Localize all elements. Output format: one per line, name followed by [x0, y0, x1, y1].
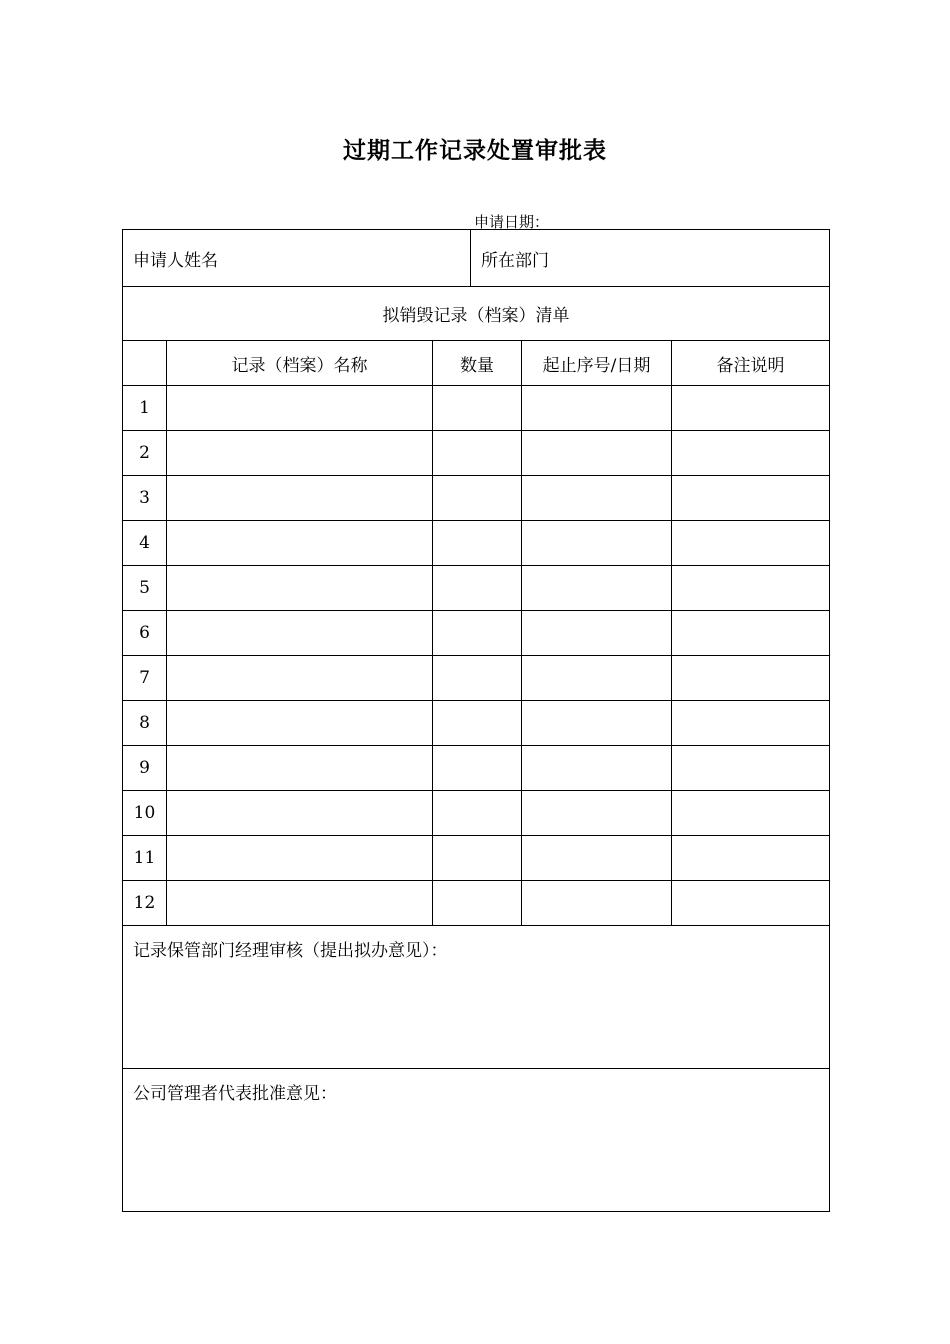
row-quantity-cell[interactable]	[433, 881, 522, 926]
department-cell[interactable]	[471, 230, 830, 287]
table-row	[123, 746, 830, 791]
row-record-name-cell[interactable]	[167, 566, 433, 611]
header-sequence-date: 起止序号/日期	[522, 341, 672, 386]
row-sequence-date-cell[interactable]	[522, 701, 672, 746]
row-sequence-date-cell[interactable]	[522, 836, 672, 881]
row-sequence-date-cell[interactable]	[522, 746, 672, 791]
row-index: 3	[123, 476, 167, 521]
row-sequence-date-cell[interactable]	[522, 656, 672, 701]
table-row	[123, 881, 830, 926]
row-quantity-cell[interactable]	[433, 611, 522, 656]
application-date-label: 申请日期：	[474, 213, 550, 231]
row-remarks-cell[interactable]	[672, 611, 830, 656]
row-record-name-cell[interactable]	[167, 746, 433, 791]
applicant-name-cell[interactable]	[123, 230, 471, 287]
table-row	[123, 701, 830, 746]
management-approval-cell[interactable]	[123, 1069, 830, 1212]
list-header-row	[123, 341, 830, 386]
management-approval-row	[123, 1069, 830, 1212]
row-sequence-date-cell[interactable]	[522, 476, 672, 521]
row-record-name-cell[interactable]	[167, 431, 433, 476]
row-record-name-cell[interactable]	[167, 476, 433, 521]
row-quantity-cell[interactable]	[433, 386, 522, 431]
row-quantity-cell[interactable]	[433, 791, 522, 836]
row-sequence-date-cell[interactable]	[522, 791, 672, 836]
table-row	[123, 611, 830, 656]
table-row	[123, 386, 830, 431]
row-index: 8	[123, 701, 167, 746]
row-index: 12	[123, 881, 167, 926]
table-row	[123, 566, 830, 611]
header-index-cell	[123, 341, 167, 386]
row-remarks-cell[interactable]	[672, 791, 830, 836]
row-quantity-cell[interactable]	[433, 836, 522, 881]
approval-form-table	[122, 229, 830, 1212]
header-remarks: 备注说明	[672, 341, 830, 386]
row-index: 5	[123, 566, 167, 611]
row-index: 2	[123, 431, 167, 476]
row-remarks-cell[interactable]	[672, 476, 830, 521]
page-title: 过期工作记录处置审批表	[343, 137, 607, 164]
row-quantity-cell[interactable]	[433, 701, 522, 746]
row-record-name-cell[interactable]	[167, 521, 433, 566]
header-quantity: 数量	[433, 341, 522, 386]
row-remarks-cell[interactable]	[672, 836, 830, 881]
row-remarks-cell[interactable]	[672, 386, 830, 431]
custodian-review-label: 记录保管部门经理审核（提出拟办意见）：	[133, 941, 448, 961]
header-name: 记录（档案）名称	[167, 341, 433, 386]
row-remarks-cell[interactable]	[672, 881, 830, 926]
table-row	[123, 656, 830, 701]
row-quantity-cell[interactable]	[433, 566, 522, 611]
list-title-row	[123, 287, 830, 341]
row-sequence-date-cell[interactable]	[522, 386, 672, 431]
table-row	[123, 791, 830, 836]
row-sequence-date-cell[interactable]	[522, 521, 672, 566]
row-sequence-date-cell[interactable]	[522, 881, 672, 926]
row-remarks-cell[interactable]	[672, 746, 830, 791]
row-quantity-cell[interactable]	[433, 431, 522, 476]
row-index: 1	[123, 386, 167, 431]
row-record-name-cell[interactable]	[167, 656, 433, 701]
row-remarks-cell[interactable]	[672, 431, 830, 476]
table-row	[123, 431, 830, 476]
row-index: 9	[123, 746, 167, 791]
applicant-row	[123, 230, 830, 287]
table-row	[123, 836, 830, 881]
row-record-name-cell[interactable]	[167, 836, 433, 881]
row-sequence-date-cell[interactable]	[522, 431, 672, 476]
row-record-name-cell[interactable]	[167, 386, 433, 431]
custodian-review-cell[interactable]	[123, 926, 830, 1069]
list-title: 拟销毁记录（档案）清单	[123, 287, 830, 341]
department-label: 所在部门	[481, 250, 549, 271]
row-remarks-cell[interactable]	[672, 656, 830, 701]
management-approval-label: 公司管理者代表批准意见：	[133, 1084, 337, 1104]
row-remarks-cell[interactable]	[672, 566, 830, 611]
custodian-review-row	[123, 926, 830, 1069]
row-index: 11	[123, 836, 167, 881]
row-index: 6	[123, 611, 167, 656]
applicant-name-label: 申请人姓名	[133, 250, 218, 271]
row-record-name-cell[interactable]	[167, 611, 433, 656]
row-record-name-cell[interactable]	[167, 791, 433, 836]
row-remarks-cell[interactable]	[672, 521, 830, 566]
row-index: 10	[123, 791, 167, 836]
row-sequence-date-cell[interactable]	[522, 611, 672, 656]
row-quantity-cell[interactable]	[433, 476, 522, 521]
row-quantity-cell[interactable]	[433, 656, 522, 701]
table-row	[123, 521, 830, 566]
row-index: 4	[123, 521, 167, 566]
table-row	[123, 476, 830, 521]
row-index: 7	[123, 656, 167, 701]
row-sequence-date-cell[interactable]	[522, 566, 672, 611]
row-quantity-cell[interactable]	[433, 521, 522, 566]
row-quantity-cell[interactable]	[433, 746, 522, 791]
row-record-name-cell[interactable]	[167, 701, 433, 746]
row-record-name-cell[interactable]	[167, 881, 433, 926]
row-remarks-cell[interactable]	[672, 701, 830, 746]
